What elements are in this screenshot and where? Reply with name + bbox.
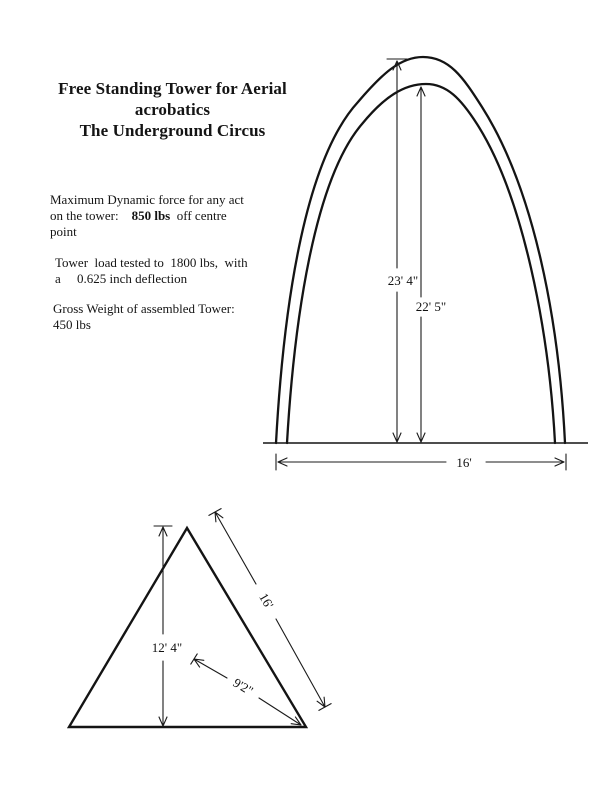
arch-base-width-label: 16' — [456, 455, 472, 470]
dimension-triangle-height — [152, 526, 182, 726]
spec-load-test-line-2: a 0.625 inch deflection — [55, 271, 188, 286]
triangle-side-label: 16' — [256, 590, 277, 612]
title-line-2: acrobatics — [134, 100, 211, 119]
dimension-arch-outer-height — [387, 59, 418, 442]
triangle-base-diagram — [69, 509, 331, 727]
spec-gross-weight-line-2: 450 lbs — [53, 317, 91, 332]
triangle-outline — [69, 528, 306, 727]
title-line-1: Free Standing Tower for Aerial — [58, 79, 287, 98]
arch-outer-height-label: 23' 4" — [387, 273, 419, 288]
arch-inner-height-label: 22' 5" — [415, 299, 447, 314]
dimension-triangle-side — [209, 509, 331, 711]
tower-arch-diagram — [263, 57, 588, 470]
max-force-value: 850 lbs — [131, 208, 171, 223]
dimension-arch-inner-height — [416, 87, 446, 442]
spec-gross-weight-line-1: Gross Weight of assembled Tower: — [53, 301, 235, 316]
triangle-height-label: 12' 4" — [151, 640, 183, 655]
title-line-3: The Underground Circus — [79, 121, 266, 140]
spec-max-force-line-2: on the tower: 850 lbs off centre — [50, 208, 227, 223]
spec-max-force-line-3: point — [50, 224, 77, 239]
triangle-inner-label: 9'2" — [230, 674, 256, 699]
spec-max-force-line-1: Maximum Dynamic force for any act — [50, 192, 244, 207]
spec-load-test-line-1: Tower load tested to 1800 lbs, with — [55, 255, 248, 270]
dimension-arch-base-width — [276, 454, 566, 470]
